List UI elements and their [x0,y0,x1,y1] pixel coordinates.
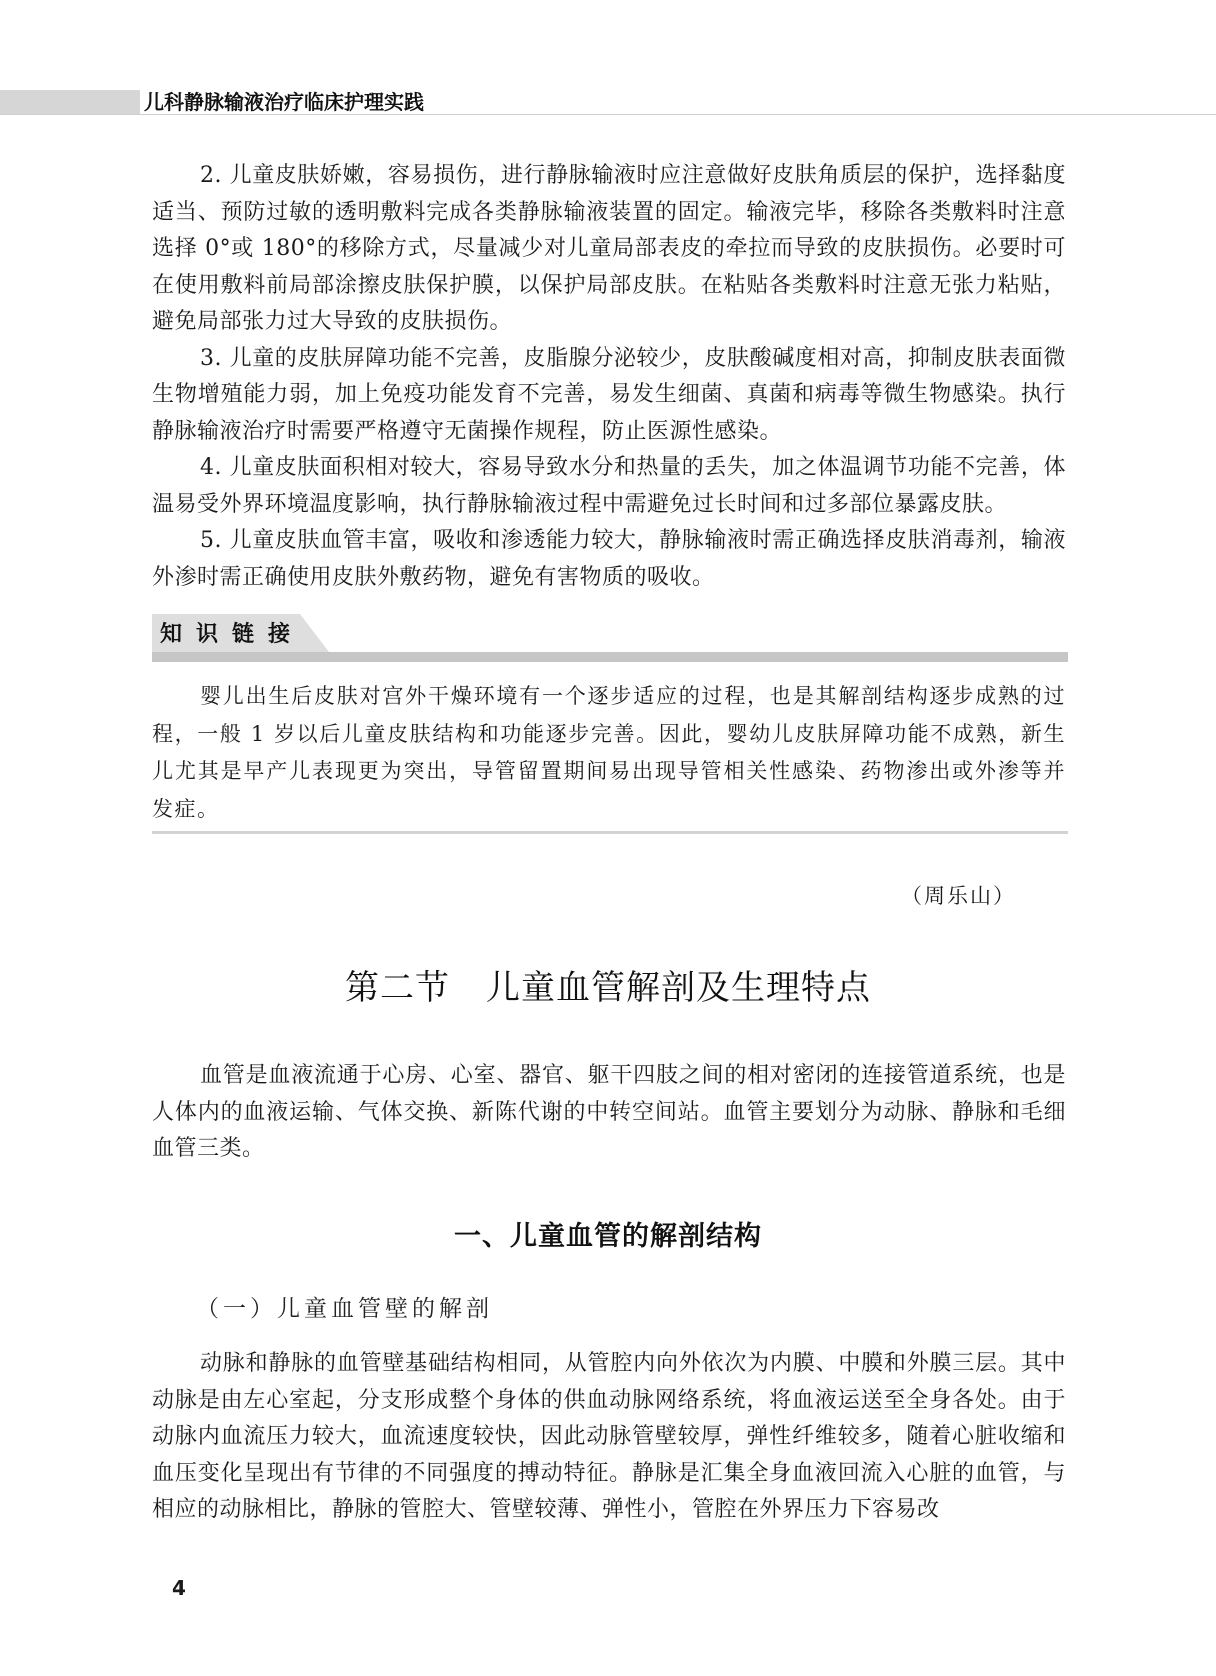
knowledge-box-title: 知识链接 [160,622,305,647]
page-number: 4 [172,1576,186,1600]
paragraph-item-5: 5. 儿童皮肤血管丰富，吸收和渗透能力较大，静脉输液时需正确选择皮肤消毒剂，输液外渗时需正确使用皮肤外敷药物，避免有害物质的吸收。 [152,528,1066,590]
paragraph-item-3: 3. 儿童的皮肤屏障功能不完善，皮脂腺分泌较少，皮肤酸碱度相对高，抑制皮肤表面微生物增殖能力弱，加上免疫功能发育不完善，易发生细菌、真菌和病毒等微生物感染。执行静脉输液治疗时需要严格遵守无菌操作规程，防止医源性感染。 [152,345,1066,444]
section-body [152,1346,1066,1529]
subsection-heading: 一、儿童血管的解剖结构 [454,1221,762,1252]
knowledge-box-body [152,678,1066,828]
author-credit: （周乐山） [901,884,1016,908]
subsubsection-heading: （一）儿童血管壁的解剖 [196,1296,493,1322]
section-heading [0,960,1216,1009]
top-paragraphs [152,158,1066,596]
knowledge-box-text: 婴儿出生后皮肤对宫外干燥环境有一个逐步适应的过程，也是其解剖结构逐步成熟的过程，一般 1 岁以后儿童皮肤结构和功能逐步完善。因此，婴幼儿皮肤屏障功能不成熟，新生儿尤其是早产儿表现更为突出，导管留置期间易出现导管相关性感染、药物渗出或外渗等并发症。 [152,684,1066,821]
knowledge-box-header [152,614,1068,662]
header-rule [0,114,1216,115]
section-intro [152,1058,1066,1168]
running-header-title: 儿科静脉输液治疗临床护理实践 [144,90,424,114]
paragraph-item-2: 2. 儿童皮肤娇嫩，容易损伤，进行静脉输液时应注意做好皮肤角质层的保护，选择黏度适当、预防过敏的透明敷料完成各类静脉输液装置的固定。输液完毕，移除各类敷料时注意选择 0°或 180°的移除方式，尽量减少对儿童局部表皮的牵拉而导致的皮肤损伤。必要时可在使用敷料前局部涂擦皮肤保护膜，以保护局部皮肤。在粘贴各类敷料时注意无张力粘贴，避免局部张力过大导致的皮肤损伤。 [152,163,1066,334]
header-accent-bar [0,90,140,114]
knowledge-box-bottom-rule [152,831,1068,834]
body-paragraph: 动脉和静脉的血管壁基础结构相同，从管腔内向外依次为内膜、中膜和外膜三层。其中动脉是由左心室起，分支形成整个身体的供血动脉网络系统，将血液运送至全身各处。由于动脉内血流压力较大，血流速度较快，因此动脉管壁较厚，弹性纤维较多，随着心脏收缩和血压变化呈现出有节律的不同强度的搏动特征。静脉是汇集全身血液回流入心脏的血管，与相应的动脉相比，静脉的管腔大、管壁较薄、弹性小，管腔在外界压力下容易改 [152,1351,1066,1522]
paragraph-item-4: 4. 儿童皮肤面积相对较大，容易导致水分和热量的丢失，加之体温调节功能不完善，体温易受外界环境温度影响，执行静脉输液过程中需避免过长时间和过多部位暴露皮肤。 [152,455,1066,517]
intro-paragraph: 血管是血液流通于心房、心室、器官、躯干四肢之间的相对密闭的连接管道系统，也是人体内的血液运输、气体交换、新陈代谢的中转空间站。血管主要划分为动脉、静脉和毛细血管三类。 [152,1063,1066,1161]
section-title-text: 儿童血管解剖及生理特点 [486,968,871,1008]
section-number: 第二节 [345,968,450,1008]
